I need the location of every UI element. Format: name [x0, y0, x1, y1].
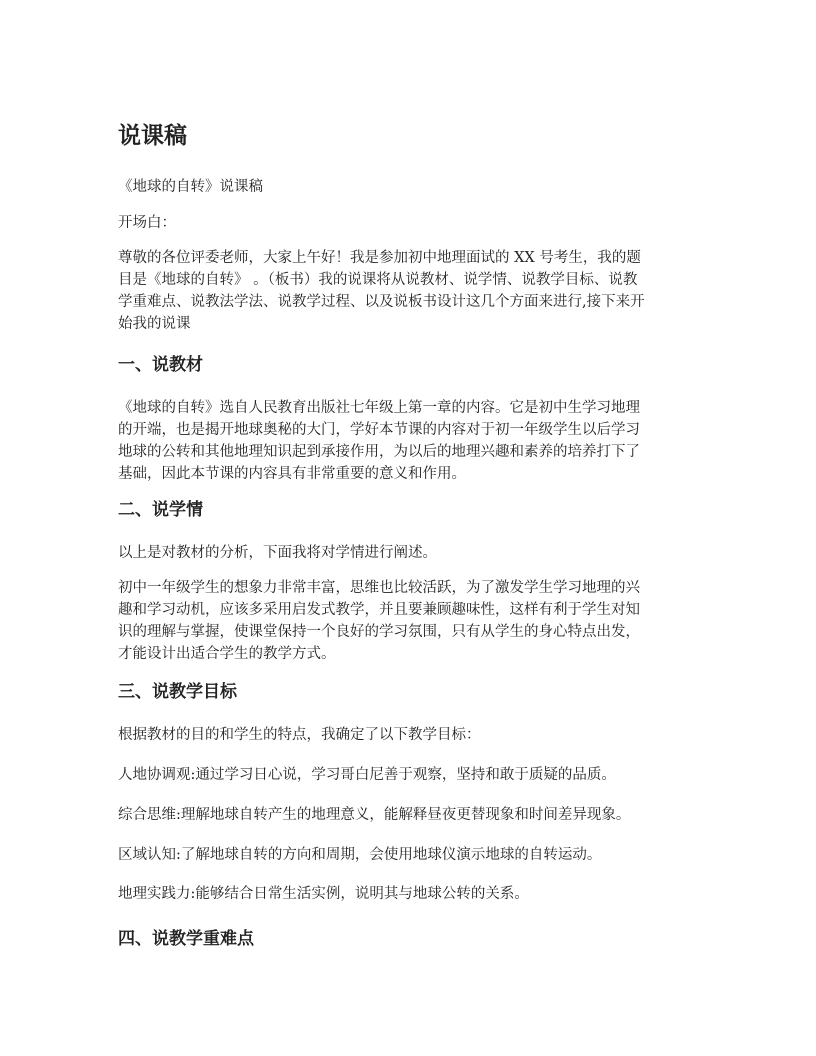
opening-paragraph [118, 247, 702, 335]
paragraph: 综合思维:理解地球自转产生的地理意义，能解释昼夜更替现象和时间差异现象。 [118, 807, 631, 823]
text-line: 《地球的自转》选自人民教育出版社七年级上第一章的内容。它是初中生学习地理 [118, 400, 640, 416]
text-line: 始我的说课 [118, 316, 191, 332]
paragraph: 人地协调观:通过学习日心说，学习哥白尼善于观察，坚持和敢于质疑的品质。 [118, 767, 616, 783]
section-heading: 二、说学情 [118, 500, 203, 520]
text-line: 基础，因此本节课的内容具有非常重要的意义和作用。 [118, 466, 466, 482]
text-line: 初中一年级学生的想象力非常丰富，思维也比较活跃，为了激发学生学习地理的兴 [118, 580, 640, 596]
section-heading: 四、说教学重难点 [118, 929, 254, 949]
document-title: 说课稿 [118, 123, 187, 149]
paragraph [118, 542, 702, 564]
paragraph: 区域认知:了解地球自转的方向和周期，会使用地球仪演示地球的自转运动。 [118, 847, 602, 863]
section-heading: 一、说教材 [118, 355, 203, 375]
text-line: 尊敬的各位评委老师，大家上午好！我是参加初中地理面试的 XX 号考生，我的题 [118, 250, 641, 266]
text-line: 地球的公转和其他地理知识起到承接作用，为以后的地理兴趣和素养的培养打下了 [118, 444, 640, 460]
paragraph [118, 397, 702, 485]
paragraph: 根据教材的目的和学生的特点，我确定了以下教学目标： [118, 727, 481, 743]
text-line: 识的理解与掌握，使课堂保持一个良好的学习氛围，只有从学生的身心特点出发， [118, 624, 640, 640]
text-line: 趣和学习动机，应该多采用启发式教学，并且要兼顾趣味性，这样有利于学生对知 [118, 602, 640, 618]
paragraph: 地理实践力:能够结合日常生活实例，说明其与地球公转的关系。 [118, 886, 529, 902]
text-line: 学重难点、说教法学法、说教学过程、以及说板书设计这几个方面来进行,接下来开 [118, 294, 645, 310]
document-subtitle: 《地球的自转》说课稿 [118, 179, 263, 195]
section-heading: 三、说教学目标 [118, 682, 237, 702]
paragraph [118, 577, 702, 665]
text-line: 以上是对教材的分析，下面我将对学情进行阐述。 [118, 545, 437, 561]
text-line: 目是《地球的自转》 。（板书）我的说课将从说教材、说学情、说教学目标、说教 [118, 272, 638, 288]
opening-label: 开场白： [118, 215, 176, 231]
text-line: 才能设计出适合学生的教学方式。 [118, 646, 336, 662]
text-line: 的开端，也是揭开地球奥秘的大门，学好本节课的内容对于初一年级学生以后学习 [118, 422, 640, 438]
